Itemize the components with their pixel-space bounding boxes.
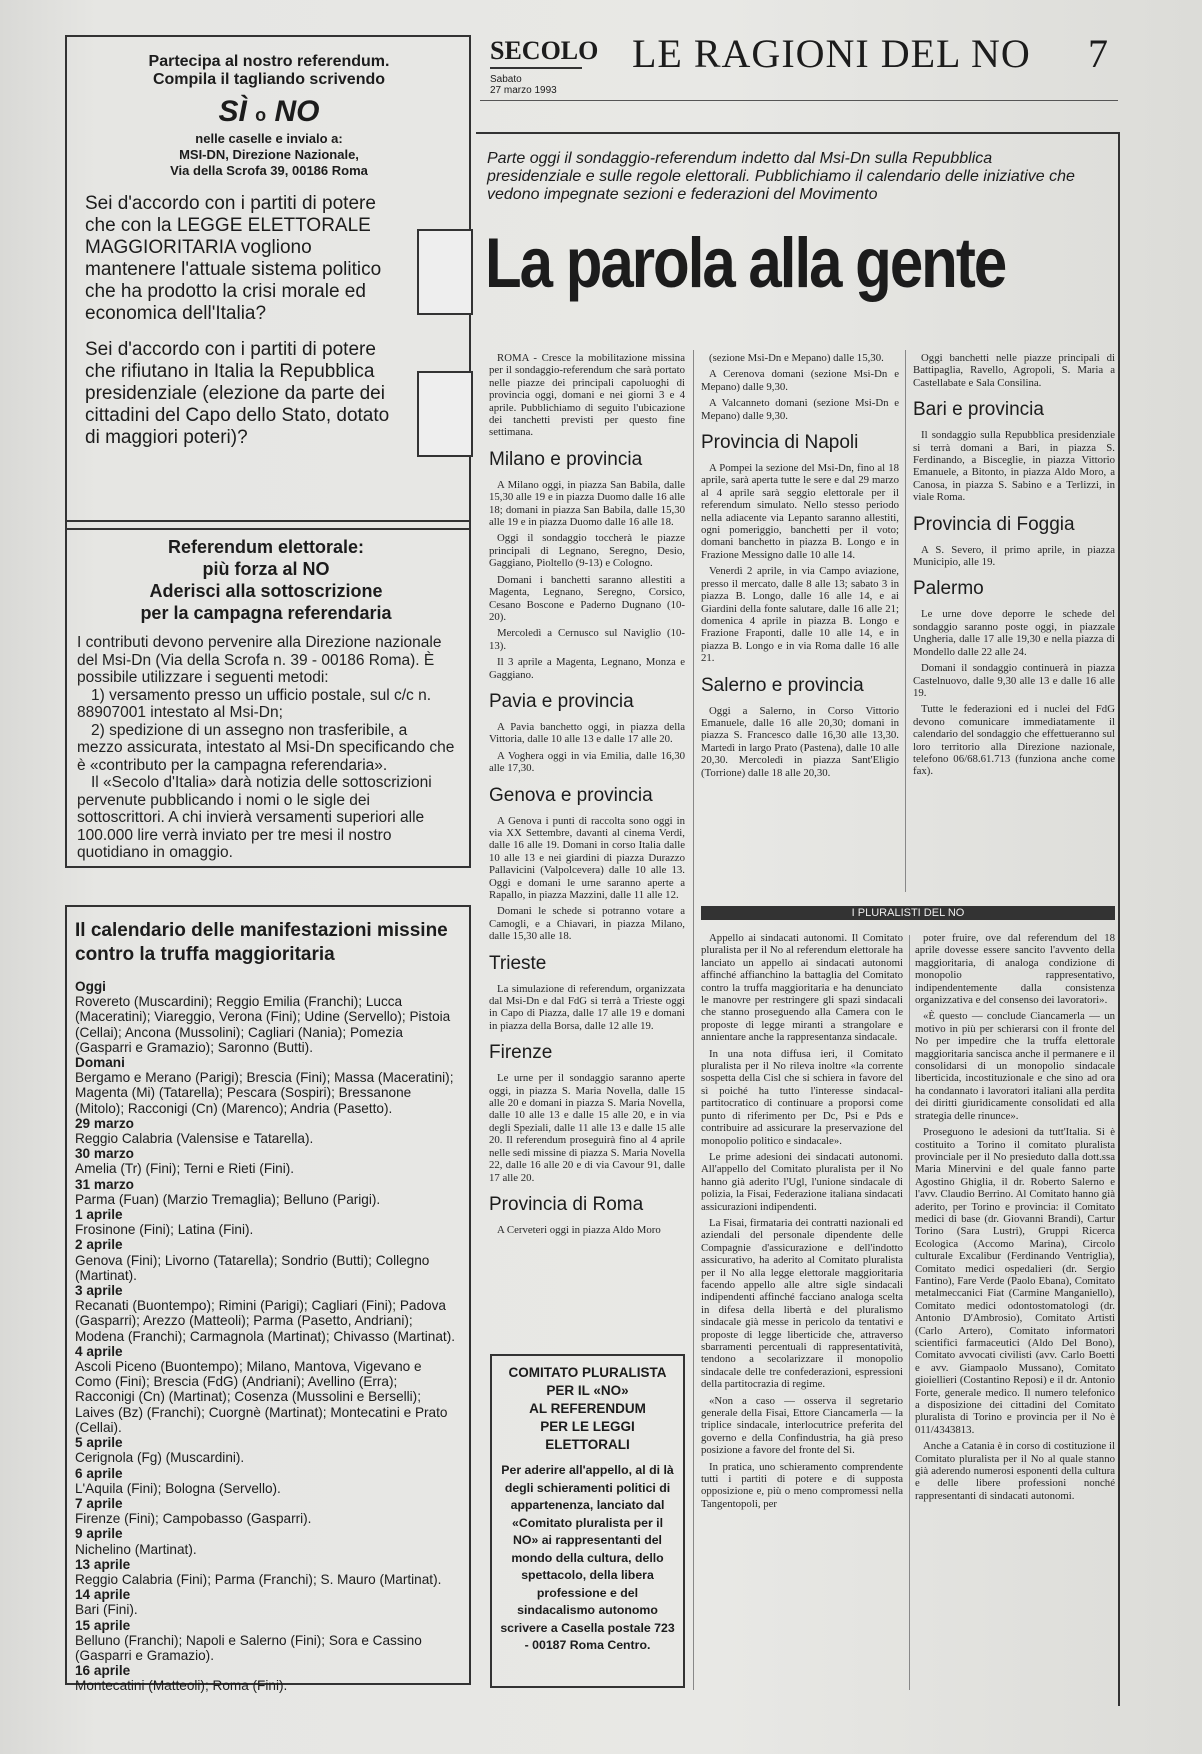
calendar-entry: Amelia (Tr) (Fini); Terni e Rieti (Fini).	[75, 1161, 295, 1177]
issue-day: Sabato	[490, 74, 522, 85]
section-heading: Provincia di Roma	[489, 1193, 644, 1215]
calendar-date: 3 aprile	[75, 1283, 123, 1299]
page-number: 7	[1088, 31, 1108, 76]
question-1-text: Sei d'accordo con i partiti di potere che con la LEGGE ELETTORALE MAGGIORITARIA vogliono mantenere l'attuale sistema politico che ha prodotto la crisi morale ed economica dell'Italia?	[85, 193, 382, 324]
answer-box-2[interactable]	[417, 371, 473, 457]
calendar-date: 16 aprile	[75, 1663, 131, 1679]
column-rule	[905, 350, 906, 892]
article-intro: Parte oggi il sondaggio-referendum indetto dal Msi-Dn sulla Repubblica presidenziale e sulle regole elettorali. Pubblichiamo il calendario delle iniziative che vedono impegnate sezioni e federazioni del Movimento	[487, 150, 1075, 203]
calendario-title: Il calendario delle manifestazioni missine contro la truffa maggioritaria	[75, 920, 448, 965]
calendar-date: 6 aprile	[75, 1465, 123, 1481]
coupon-address-1: nelle caselle e invialo a:	[195, 131, 343, 146]
sottoscrizione-body: I contributi devono pervenire alla Direzione nazionale del Msi-Dn (Via della Scrofa n. 39 - 00186 Roma). È possibile utilizzare i seguenti metodi: 1) versamento presso un ufficio postale, sul c/c n. 88907001 intestato al Msi-Dn; 2) spedizione di un assegno non trasferibile, a mezzo assicurata, intestato al Msi-Dn specificando che è «contributo per la campagna referendaria». Il «Secolo d'Italia» darà notizia delle sottoscrizioni pervenute pubblicando i nomi o le sigle dei sottoscrittori. A chi invierà versamenti superiori alle 100.000 lire verrà inviato per tre mesi il nostro quotidiano in omaggio.	[77, 634, 455, 861]
question-1	[85, 193, 403, 325]
article-column-2: (sezione Msi-Dn e Mepano) dalle 15,30. A Cerenova domani (sezione Msi-Dn e Mepano) dalle 9,30. A Valcanneto domani (sezione Msi-Dn e Mepano) dalle 9,30. Provincia di Napoli A Pompei la sezione del Msi-Dn, fino al 18 aprile, sarà aperta tutte le sere e dal 29 marzo al 4 aprile sarà seggio elettorale per il referendum simulato. Nello stesso periodo nella adiacente via Lepanto saranno allestiti, ogni pomeriggio, banchetti per il voto; domani banchetto in piazza B. Longo e in Frazione Messigno dalle 10 alle 14. Venerdì 2 aprile, in via Campo aviazione, presso il mercato, dalle 8 alle 13; sabato 3 in piazza B. Longo, dalle 16 alle 14, e ai Giardini della fonte salutare, dalle 16 alle 21; domenica 4 aprile in piazza B. Longo e Frazione Fraponti, dalle 10 alle 14, e in piazza B. Longo e in via Roma dalle 16 alle 21. Salerno e provincia Oggi a Salerno, in Corso Vittorio Emanuele, dalle 16 alle 20,30; domani in piazza S. Francesco dalle 16,30 alle 13,30. Martedì in largo Prato (Pastena), dalle 10 alle 20,30. Mercoledì in piazza Sant'Eligio (Torrione) dalle 18 alle 20,30.	[701, 352, 899, 779]
section-heading: Provincia di Napoli	[701, 432, 859, 454]
calendar-entry: Ascoli Piceno (Buontempo); Milano, Mantova, Vigevano e Como (Fini); Brescia (FdG) (Andriani); Avellino (Erra); Racconigi (Cn) (Martinat); Cosenza (Mussolini e Berselli); Laives (Bz) (Franchi); Cuorgnè (Martinat); Montecatini e Prato (Cellai).	[75, 1359, 448, 1435]
calendar-entry: Rovereto (Muscardini); Reggio Emilia (Franchi); Lucca (Maceratini); Viareggio, Verona (Fini); Udine (Servello); Pistoia (Cellai); Ancona (Mussolini); Cagliari (Nania); Pomezia (Gasparri e Gramazio); Saronno (Butti).	[75, 994, 451, 1055]
calendar-entry: Belluno (Franchi); Napoli e Salerno (Fini); Sora e Cassino (Gasparri e Gramazio).	[75, 1632, 422, 1663]
calendario-box	[65, 905, 471, 1694]
section-heading: Provincia di Foggia	[913, 513, 1075, 535]
calendar-entry: Firenze (Fini); Campobasso (Gasparri).	[75, 1511, 312, 1527]
article-column-1: ROMA - Cresce la mobilitazione missina per il sondaggio-referendum che sarà portato nelle piazze dei principali capoluoghi di provincia oggi, domani e nei giorni 3 e 4 aprile. Pubblichiamo di seguito l'ubicazione dei tanchetti previsti per questo fine settimana. Milano e provincia A Milano oggi, in piazza San Babila, dalle 15,30 alle 19 e in piazza Duomo dalle 16 alle 18; domani in piazza San Babila, dalle 15,30 alle 19 e in piazza Duomo dalle 16 alle 18. Oggi il sondaggio toccherà le piazze principali di Legnano, Seregno, Desio, Gaggiano, Pioltello (9-13) e Cologno. Domani i banchetti saranno allestiti a Magenta, Legnano, Seregno, Corsico, Cesano Boscone e Paderno Dugnano (10-20). Mercoledì a Cernusco sul Naviglio (10-13). Il 3 aprile a Magenta, Legnano, Monza e Gaggiano. Pavia e provincia A Pavia banchetto oggi, in piazza della Vittoria, dalle 10 alle 13 e dalle 17 alle 20. A Voghera oggi in via Emilia, dalle 16,30 alle 17,30. Genova e provincia A Genova i punti di raccolta sono oggi in via XX Settembre, davanti al cinema Verdi, dalle 16 alle 19. Domani in corso Italia dalle 10 alle 13 e nei giardini di piazza Durazzo Pallavicini (Valpolcevera) dalle 10 alle 13. Oggi e domani le urne saranno aperte a Rapallo, in piazza Mazzini, dalle 11 alle 12. Domani le schede si potranno votare a Camogli, e a Chiavari, in piazza Milano, dalle 15,30 alle 18. Trieste La simulazione di referendum, organizzata dal Msi-Dn e dal FdG si terrà a Trieste oggi in Capo di Piazza, dalle 17 alle 19 e domani in piazza della Borsa, dalle 12 alle 19. Firenze Le urne per il sondaggio saranno aperte oggi, in piazza S. Maria Novella, dalle 15 alle 20 e domani in piazza S. Maria Novella, dalle 10 alle 13 e dalle 15 alle 20, e in via degli Speziali, dalle 11 alle 13 e dalle 15 alle 20. Il referendum proseguirà fino al 4 aprile nelle sedi missine di piazza S. Maria Novella 22, dalle 16 alle 20 e di via Cavour 91, dalle 17 alle 20. Provincia di Roma A Cerveteri oggi in piazza Aldo Moro	[489, 352, 685, 1236]
article-lead: ROMA - Cresce la mobilitazione missina per il sondaggio-referendum che sarà portato nelle piazze dei principali capoluoghi di provincia oggi, domani e nei giorni 3 e 4 aprile. Pubblichiamo di seguito l'ubicazione dei tanchetti previsti per questo fine settimana.	[489, 352, 685, 439]
pluralisti-column-1: Appello ai sindacati autonomi. Il Comitato pluralista per il No al referendum elettorale ha lanciato un appello ai sindacati autonomi affinché affianchino la battaglia del Comitato contro la truffa maggioritaria e ha denunciato le manovre per restringere gli spazi sindacali che stanno proseguendo alla Camera con le proposte di legge miranti a strangolare e annientare anche la rappresentanza sindacale. In una nota diffusa ieri, il Comitato pluralista per il No rileva inoltre «la corrente sospetta della Cisl che si schiera in favore del sì poiché ha tutto l'interesse sindacal-partitocratico di continuare a proporsi come punto di riferimento per Dc, Psi e Pds e contribuire ad assicurare la preservazione del monopolio politico e sindacale». Le prime adesioni dei sindacati autonomi. All'appello del Comitato pluralista per il No hanno già aderito l'Ugl, l'unione sindacale di polizia, la Fisai, Federazione italiana sindacati assicurazioni indipendenti. La Fisai, firmataria dei contratti nazionali ed aziendali del personale dipendente delle Compagnie d'assicurazione e dell'indotto assicurativo, ha aderito al Comitato pluralista per il No alla legge elettorale maggioritaria facendo appello alle altre sigle sindacali indipendenti affinché facciano analoga scelta in difesa della libertà e del pluralismo sindacale già messe in pericolo da tentativi e proposte di legge liberticide che, attraverso sbarramenti percentuali di rappresentatività, tendono a secolarizzare il monopolio sindacale delle tre confederazioni, espressioni della partitocrazia di regime. «Non a caso — osserva il segretario generale della Fisai, Ettore Ciancamerla — la triplice sindacale, interlocutrice preferita del governo e della Confindustria, ha già preso posizione a favore del fronte del Sì. In pratica, uno schieramento comprendente tutti i partiti di potere e di supposta opposizione e, più o meno compromessi nella Tangentopoli, per	[701, 932, 903, 1510]
section-heading: Trieste	[489, 952, 547, 974]
column-rule	[693, 350, 694, 1690]
section-heading: Bari e provincia	[913, 399, 1044, 421]
pluralisti-label: I PLURALISTI DEL NO	[701, 906, 1115, 920]
calendar-date: Oggi	[75, 979, 106, 994]
sottoscrizione-title: Referendum elettorale: più forza al NO Aderisci alla sottoscrizione per la campagna referendaria	[140, 537, 392, 623]
article-headline: La parola alla gente	[485, 223, 1006, 303]
section-heading: Milano e provincia	[489, 448, 643, 470]
calendar-entry: Cerignola (Fg) (Muscardini).	[75, 1450, 245, 1466]
calendar-date: 31 marzo	[75, 1176, 134, 1192]
calendar-date: 29 marzo	[75, 1115, 134, 1131]
header-rule	[480, 100, 1118, 101]
section-heading: Genova e provincia	[489, 784, 653, 806]
calendar-entry: Bergamo e Merano (Parigi); Brescia (Fini); Massa (Maceratini); Magenta (Mi) (Tatarella); Pescara (Sospiri); Bressanone (Mitolo); Racconigi (Cn) (Marenco); Andria (Pasetto).	[75, 1070, 454, 1116]
coupon-address-2: MSI-DN, Direzione Nazionale,	[179, 147, 359, 162]
coupon-heading-1: Partecipa al nostro referendum.	[148, 53, 390, 70]
calendar-entry: Genova (Fini); Livorno (Tatarella); Sondrio (Butti); Collegno (Martinat).	[75, 1252, 430, 1283]
calendar-date: 2 aprile	[75, 1237, 123, 1253]
calendar-date: 1 aprile	[75, 1207, 123, 1223]
calendar-date: 30 marzo	[75, 1146, 134, 1162]
article-column-3: Oggi banchetti nelle piazze principali di Battipaglia, Ravello, Agropoli, S. Maria a Castellabate e Sala Consilina. Bari e provincia Il sondaggio sulla Repubblica presidenziale si terrà domani a Bari, in piazza S. Ferdinando, a Bisceglie, in piazza Vittorio Emanuele, a Bitonto, in piazza Aldo Moro, a Canosa, in piazza S. Sabino e a Terlizzi, in viale Roma. Provincia di Foggia A S. Severo, il primo aprile, in piazza Municipio, alle 19. Palermo Le urne dove deporre le schede del sondaggio saranno poste oggi, in piazzale Ungheria, dalle 17 alle 19,30 e nella piazza di Mondello dalle 22 alle 24. Domani il sondaggio continuerà in piazza Castelnuovo, dalle 9,30 alle 13 e dalle 16 alle 19. Tutte le federazioni ed i nuclei del FdG devono comunicare immediatamente il calendario del sondaggio che effettueranno sul loro territorio alla Direzione nazionale, telefono 06/68.61.713 (funziona anche come fax).	[913, 352, 1115, 778]
comitato-body: Per aderire all'appello, al di là degli schieramenti politici di appartenenza, lanciato dal «Comitato pluralista per il NO» ai rappresentanti del mondo della cultura, dello spettacolo, della libera professione e del sindacalismo autonomo scrivere a Casella postale 723 - 00187 Roma Centro.	[500, 1463, 675, 1652]
issue-date-text: 27 marzo 1993	[490, 85, 557, 96]
calendar-entry: Frosinone (Fini); Latina (Fini).	[75, 1222, 254, 1238]
answer-box-1[interactable]	[417, 229, 473, 315]
referendum-coupon	[65, 35, 471, 530]
column-rule	[909, 935, 910, 1690]
calendar-entry: L'Aquila (Fini); Bologna (Servello).	[75, 1480, 281, 1496]
comitato-box: COMITATO PLURALISTA PER IL «NO» AL REFERENDUM PER LE LEGGI ELETTORALI Per aderire all'appello, al di là degli schieramenti politici di appartenenza, lanciato dal «Comitato pluralista per il NO» ai rappresentanti del mondo della cultura, dello spettacolo, della libera professione e del sindacalismo autonomo scrivere a Casella postale 723 - 00187 Roma Centro.	[490, 1354, 685, 1688]
newspaper-logo: SECOLO	[490, 36, 598, 69]
calendar-date: 15 aprile	[75, 1617, 131, 1633]
coupon-address-3: Via della Scrofa 39, 00186 Roma	[170, 163, 368, 178]
calendar-entry: Nichelino (Martinat).	[75, 1541, 197, 1557]
calendar-entry: Bari (Fini).	[75, 1602, 138, 1618]
coupon-heading-2: Compila il tagliando scrivendo	[152, 71, 386, 88]
calendar-entry: Recanati (Buontempo); Rimini (Parigi); Cagliari (Fini); Padova (Gasparri); Arezzo (Matteoli); Parma (Pasetto, Andriani); Modena (Franchi); Carmagnola (Martinat); Chivasso (Martinat).	[75, 1298, 455, 1344]
section-heading: Firenze	[489, 1042, 553, 1064]
calendar-entry: Reggio Calabria (Valensise e Tatarella).	[75, 1131, 314, 1147]
calendario-list	[75, 979, 459, 1694]
page-title: LE RAGIONI DEL NO	[632, 31, 1031, 76]
calendar-entry: Montecatini (Matteoli); Roma (Fini).	[75, 1678, 288, 1694]
calendar-date: 14 aprile	[75, 1587, 131, 1603]
question-2-text: Sei d'accordo con i partiti di potere che rifiutano in Italia la Repubblica presidenziale (elezione da parte dei cittadini del Capo dello Stato, dotato di maggiori poteri)?	[85, 339, 390, 448]
si-o-no: SÌ o NO	[218, 95, 320, 128]
section-heading: Pavia e provincia	[489, 690, 634, 712]
calendar-date: Domani	[75, 1055, 125, 1071]
calendar-date: 9 aprile	[75, 1526, 123, 1542]
calendar-date: 13 aprile	[75, 1556, 131, 1572]
calendar-date: 4 aprile	[75, 1343, 123, 1359]
section-heading: Salerno e provincia	[701, 674, 864, 696]
calendar-entry: Parma (Fuan) (Marzio Tremaglia); Belluno (Parigi).	[75, 1191, 381, 1207]
calendar-date: 7 aprile	[75, 1495, 123, 1511]
pluralisti-column-2: poter fruire, ove dal referendum del 18 aprile dovesse essere sancito l'avvento della maggioritaria, di analoga condizione di monopolio rappresentativo, indipendentemente dalla consistenza organizzativa e del consenso dei lavoratori». «È questo — conclude Ciancamerla — un motivo in più per schierarsi con il fronte del No per impedire che la truffa elettorale maggioritaria sancisca anche il permanere e il consolidarsi di un monopolio sindacale liberticida, incostituzionale e che sino ad ora ha condannato i lavoratori italiani alla perdita dei diritti giuridicamente consolidati ed alla strategia delle rinunce». Proseguono le adesioni da tutt'Italia. Si è costituito a Torino il comitato pluralista provinciale per il No presieduto dalla dott.ssa Maria Minervini e del quale fanno parte Agostino Ghiglia, il dr. Roberto Salerno e l'avv. Claudio Berrino. Al Comitato hanno già aderito, per Torino e provincia: il Comitato medici di base (dr. Giovanni Brandi), Cartur Torino (Sara Lustri), Gruppi Ricerca Ecologica (Accomo Marina), Circolo culturale Excalibur (Ferdinando Ventriglia), Comitato medici ospedalieri (dr. Sergio Fantino), Fare Verde (Paolo Ebana), Comitato metalmeccanici Fiat (Carmine Manganiello), Comitato medici odontostomatologi (dr. Antonio D'Ambrosio), Comitato Artisti (Carlo Artero), Comitato informatori scientifici farmaceutici (Aldo Del Bono), Comitato avvocati civilisti (avv. Carlo Boetti e avv. Giampaolo Mussano), Comitato gioiellieri (Costantino Reposi) e il dr. Antonio Forte, generale medico. Il numero telefonico a disposizione dei cittadini del Comitato pluralista di Torino e provincia per il No è 011/4343813. Anche a Catania è in corso di costituzione il Comitato pluralista per il No al quale stanno già aderendo numerosi esponenti della cultura e delle libere professioni nonché rappresentanti di sindacati autonomi.	[915, 932, 1115, 1502]
sottoscrizione-box	[65, 520, 471, 868]
calendar-date: 5 aprile	[75, 1435, 123, 1451]
issue-date	[490, 74, 557, 96]
question-2	[85, 339, 403, 449]
calendar-entry: Reggio Calabria (Fini); Parma (Franchi); S. Mauro (Martinat).	[75, 1571, 442, 1587]
section-heading: Palermo	[913, 578, 984, 600]
